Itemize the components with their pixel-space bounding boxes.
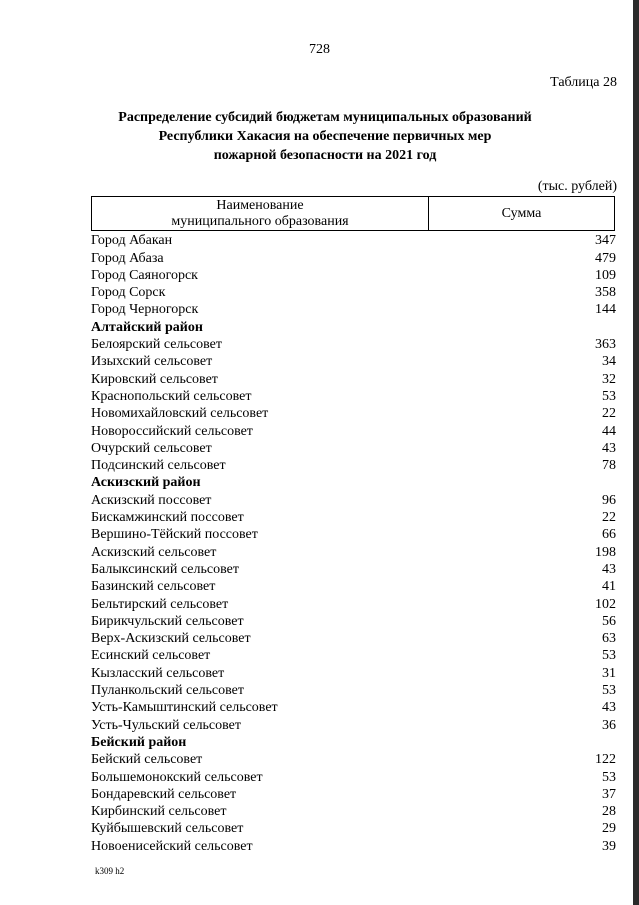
row-name: Базинский сельсовет	[91, 579, 216, 595]
row-value: 43	[602, 561, 616, 577]
table-row	[91, 370, 616, 387]
row-value: 22	[602, 510, 616, 526]
title-line: Республики Хакасия на обеспечение первичных мер	[158, 129, 492, 144]
header-name-cell	[92, 197, 429, 230]
row-name: Большемонокский сельсовет	[91, 769, 263, 785]
table-row	[91, 820, 616, 837]
row-value: 122	[595, 752, 616, 768]
row-value: 144	[595, 302, 616, 318]
row-name: Куйбышевский сельсовет	[91, 821, 244, 837]
row-name: Белоярский сельсовет	[91, 337, 222, 353]
table-row	[91, 249, 616, 266]
row-name: Бельтирский сельсовет	[91, 596, 229, 612]
row-value: 198	[595, 544, 616, 560]
row-value: 41	[602, 579, 616, 595]
row-name: Кировский сельсовет	[91, 371, 218, 387]
table-row	[91, 786, 616, 803]
table-row	[91, 561, 616, 578]
row-value: 37	[602, 786, 616, 802]
row-value: 479	[595, 250, 616, 266]
row-name: Аскизский сельсовет	[91, 544, 217, 560]
page-number: 728	[309, 42, 330, 57]
table-row	[91, 405, 616, 422]
row-value: 43	[602, 700, 616, 716]
row-value: 29	[602, 821, 616, 837]
row-value: 22	[602, 406, 616, 422]
table-header	[91, 196, 615, 231]
table-row	[91, 353, 616, 370]
table-row	[91, 837, 616, 854]
row-name: Пуланкольский сельсовет	[91, 683, 245, 699]
table-body	[91, 232, 616, 855]
table-row	[91, 699, 616, 716]
footer-code: k309 h2	[95, 866, 125, 876]
table-row	[91, 647, 616, 664]
row-value: 63	[602, 631, 616, 647]
row-name: Есинский сельсовет	[91, 648, 211, 664]
table-row	[91, 682, 616, 699]
row-value: 44	[602, 423, 616, 439]
table-row	[91, 457, 616, 474]
row-value: 53	[602, 769, 616, 785]
row-value: 109	[595, 267, 616, 283]
row-name: Кызласский сельсовет	[91, 665, 225, 681]
table-row	[91, 336, 616, 353]
row-name: Усть-Чульский сельсовет	[91, 717, 242, 733]
table-row	[91, 751, 616, 768]
row-name: Город Черногорск	[91, 302, 199, 318]
row-name: Новоенисейский сельсовет	[91, 838, 253, 854]
table-row	[91, 630, 616, 647]
row-name: Город Сорск	[91, 285, 166, 301]
row-name: Вершино-Тёйский поссовет	[91, 527, 258, 543]
row-value: 66	[602, 527, 616, 543]
table-row	[91, 491, 616, 508]
row-value: 32	[602, 371, 616, 387]
row-name: Бейский район	[91, 734, 187, 750]
table-row	[91, 578, 616, 595]
table-row	[91, 284, 616, 301]
row-name: Подсинский сельсовет	[91, 458, 226, 474]
row-name: Город Абаза	[91, 250, 164, 266]
row-value: 347	[595, 233, 616, 249]
row-value: 102	[595, 596, 616, 612]
district-heading-row	[91, 318, 616, 335]
row-value: 36	[602, 717, 616, 733]
row-name: Изыхский сельсовет	[91, 354, 213, 370]
row-value: 43	[602, 440, 616, 456]
row-name: Очурский сельсовет	[91, 440, 212, 456]
row-value: 53	[602, 388, 616, 404]
row-value: 358	[595, 285, 616, 301]
row-value: 34	[602, 354, 616, 370]
row-value: 28	[602, 804, 616, 820]
table-row	[91, 509, 616, 526]
title-line: Распределение субсидий бюджетам муниципальных образований	[118, 110, 532, 125]
row-value: 53	[602, 648, 616, 664]
table-row	[91, 803, 616, 820]
row-name: Бискамжинский поссовет	[91, 510, 244, 526]
table-row	[91, 422, 616, 439]
table-row	[91, 595, 616, 612]
table-row	[91, 543, 616, 560]
header-name-line: муниципального образования	[171, 213, 349, 229]
row-name: Верх-Аскизский сельсовет	[91, 631, 251, 647]
row-name: Алтайский район	[91, 319, 203, 335]
header-sum-cell: Сумма	[501, 205, 542, 221]
row-name: Город Абакан	[91, 233, 173, 249]
header-name-line: Наименование	[216, 197, 304, 213]
title-line: пожарной безопасности на 2021 год	[213, 148, 437, 163]
table-row	[91, 232, 616, 249]
table-row	[91, 388, 616, 405]
row-name: Балыксинский сельсовет	[91, 561, 239, 577]
row-value: 53	[602, 683, 616, 699]
row-name: Новороссийский сельсовет	[91, 423, 253, 439]
scan-edge	[633, 0, 639, 905]
table-row	[91, 267, 616, 284]
unit-label: (тыс. рублей)	[537, 179, 617, 194]
row-name: Аскизский район	[91, 475, 201, 491]
table-label: Таблица 28	[550, 75, 617, 90]
row-value: 363	[595, 337, 616, 353]
row-name: Бирикчульский сельсовет	[91, 613, 244, 629]
row-value: 78	[602, 458, 616, 474]
row-name: Город Саяногорск	[91, 267, 198, 283]
table-row	[91, 768, 616, 785]
district-heading-row	[91, 734, 616, 751]
row-name: Бондаревский сельсовет	[91, 786, 237, 802]
document-title	[70, 108, 580, 165]
table-row	[91, 716, 616, 733]
table-row	[91, 440, 616, 457]
table-row	[91, 301, 616, 318]
row-value: 31	[602, 665, 616, 681]
row-name: Аскизский поссовет	[91, 492, 212, 508]
row-name: Усть-Камыштинский сельсовет	[91, 700, 278, 716]
row-name: Краснопольский сельсовет	[91, 388, 252, 404]
district-heading-row	[91, 474, 616, 491]
row-name: Новомихайловский сельсовет	[91, 406, 269, 422]
row-value: 39	[602, 838, 616, 854]
row-name: Кирбинский сельсовет	[91, 804, 227, 820]
row-value: 56	[602, 613, 616, 629]
table-row	[91, 664, 616, 681]
row-name: Бейский сельсовет	[91, 752, 203, 768]
row-value: 96	[602, 492, 616, 508]
table-row	[91, 526, 616, 543]
table-row	[91, 613, 616, 630]
